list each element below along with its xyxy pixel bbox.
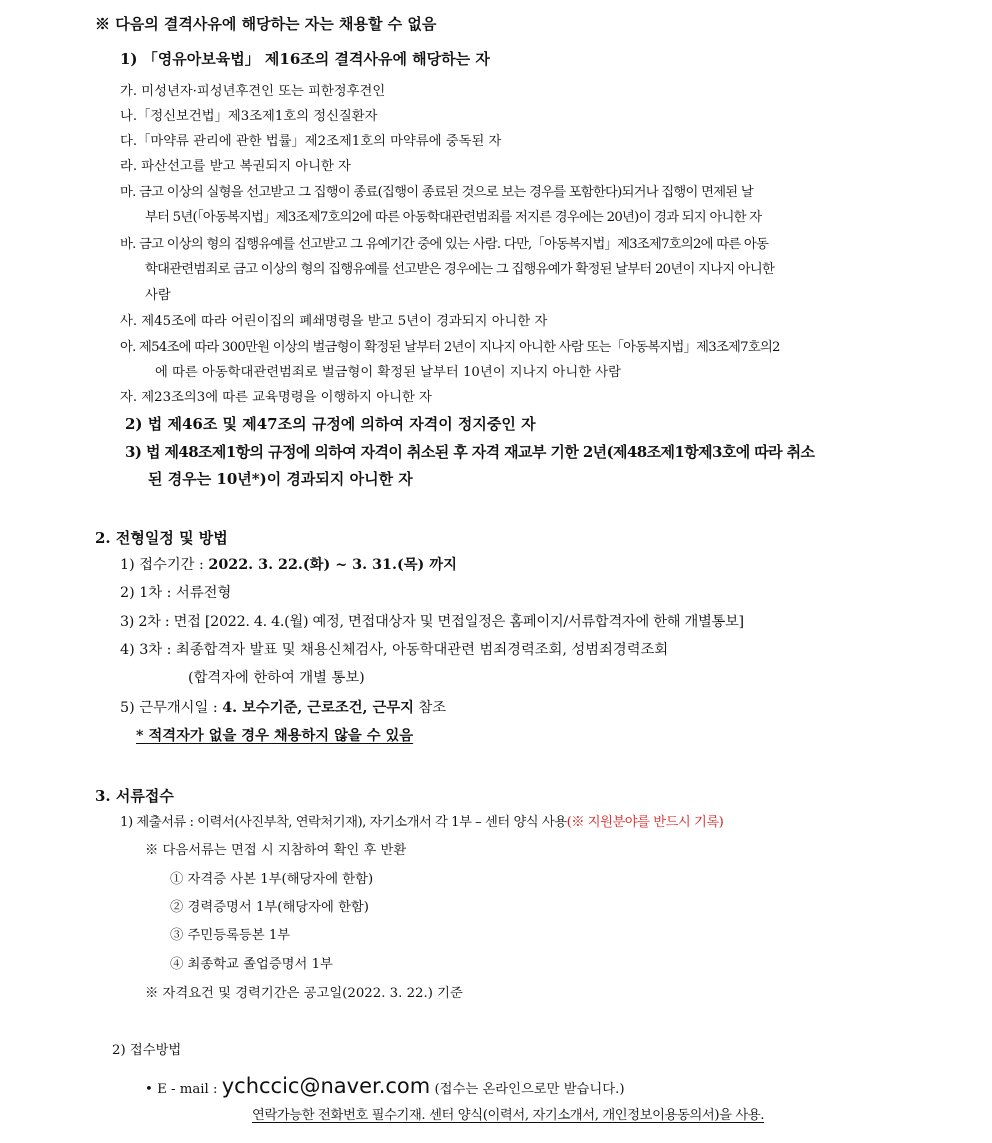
disqualification-3-cont: 된 경우는 10년*)이 경과되지 아니한 자 xyxy=(148,470,413,488)
section-2-title: 2. 전형일정 및 방법 xyxy=(95,529,228,547)
work-start xyxy=(120,700,446,718)
disqualification-2: 2) 법 제46조 및 제47조의 규정에 의하여 자격이 정지중인 자 xyxy=(125,415,536,433)
list-item: 다.「마약류 관리에 관한 법률」제2조제1호의 마약류에 중독된 자 xyxy=(120,134,502,149)
required-documents xyxy=(120,815,723,832)
return-note: ※ 다음서류는 면접 시 지참하여 확인 후 반환 xyxy=(145,843,407,858)
no-hire-note: * 적격자가 없을 경우 채용하지 않을 수 있음 xyxy=(136,728,414,744)
list-item: 가. 미성년자·피성년후견인 또는 피한정후견인 xyxy=(120,84,386,99)
eligibility-basis: ※ 자격요건 및 경력기간은 공고일(2022. 3. 22.) 기준 xyxy=(145,986,463,1001)
schedule-period-label: 1) 접수기간 : xyxy=(120,557,204,573)
disqualification-3: 3) 법 제48조제1항의 규정에 의하여 자격이 취소된 후 자격 재교부 기한 2년(제48조제1항제3호에 따라 취소 xyxy=(125,443,815,461)
section-3-title: 3. 서류접수 xyxy=(95,787,174,805)
list-item: 라. 파산선고를 받고 복권되지 아니한 자 xyxy=(120,159,351,174)
email-label: • E - mail : xyxy=(145,1082,218,1097)
required-documents-text: 1) 제출서류 : 이력서(사진부착, 연락처기재), 자기소개서 각 1부 – 센터 양식 사용 xyxy=(120,815,567,830)
list-item: 아. 제54조에 따라 300만원 이상의 벌금형이 확정된 날부터 2년이 지나지 아니한 사람 또는「아동복지법」제3조제7호의2 xyxy=(120,340,780,355)
list-item: 바. 금고 이상의 형의 집행유예를 선고받고 그 유예기간 중에 있는 사람. 다만,「아동복지법」제3조제7호의2에 따른 아동 xyxy=(120,237,769,252)
list-item-cont: 학대관련범죄로 금고 이상의 형의 집행유예를 선고받은 경우에는 그 집행유예가 확정된 날부터 20년이 지나지 아니한 xyxy=(145,262,775,277)
list-item: 자. 제23조의3에 따른 교육명령을 이행하지 아니한 자 xyxy=(120,390,432,405)
notice-heading: ※ 다음의 결격사유에 해당하는 자는 채용할 수 없음 xyxy=(95,15,437,33)
work-start-label: 5) 근무개시일 : xyxy=(120,700,218,716)
list-item-cont: 사람 xyxy=(145,288,171,303)
list-item: ② 경력증명서 1부(해당자에 한함) xyxy=(170,900,369,915)
email-address[interactable]: ychccic@naver.com xyxy=(221,1074,431,1098)
list-item: ④ 최종학교 졸업증명서 1부 xyxy=(170,957,333,972)
email-note: (접수는 온라인으로만 받습니다.) xyxy=(434,1082,625,1097)
list-item: 나.「정신보건법」제3조제1호의 정신질환자 xyxy=(120,109,378,124)
required-documents-warning: (※ 지원분야를 반드시 기록) xyxy=(566,815,724,830)
list-item-cont: 부터 5년(「아동복지법」제3조제7호의2에 따른 아동학대관련범죄를 저지른 경우에는 20년)이 경과 되지 아니한 자 xyxy=(145,210,762,225)
schedule-period-value: 2022. 3. 22.(화) ~ 3. 31.(목) 까지 xyxy=(208,557,457,573)
schedule-step-2: 3) 2차 : 면접 [2022. 4. 4.(월) 예정, 면접대상자 및 면접일정은 홈페이지/서류합격자에 한해 개별통보] xyxy=(120,614,744,630)
work-start-value: 4. 보수기준, 근로조건, 근무지 xyxy=(222,700,414,716)
list-item: ③ 주민등록등본 1부 xyxy=(170,928,291,943)
disqualification-1-title: 1) 「영유아보육법」 제16조의 결격사유에 해당하는 자 xyxy=(120,50,490,68)
email-row xyxy=(145,1073,625,1099)
list-item-cont: 에 따른 아동학대관련범죄로 벌금형이 확정된 날부터 10년이 지나지 아니한 사람 xyxy=(155,365,621,380)
list-item: 마. 금고 이상의 실형을 선고받고 그 집행이 종료(집행이 종료된 것으로 보는 경우를 포함한다)되거나 집행이 면제된 날 xyxy=(120,185,753,200)
application-method-title: 2) 접수방법 xyxy=(112,1043,182,1058)
list-item: ① 자격증 사본 1부(해당자에 한함) xyxy=(170,872,374,887)
list-item: 사. 제45조에 따라 어린이집의 폐쇄명령을 받고 5년이 경과되지 아니한 자 xyxy=(120,314,548,329)
schedule-step-3-note: (합격자에 한하여 개별 통보) xyxy=(188,670,365,686)
schedule-step-1: 2) 1차 : 서류전형 xyxy=(120,585,232,601)
footer-note: 연락가능한 전화번호 필수기재. 센터 양식(이력서, 자기소개서, 개인정보이용동의서)을 사용. xyxy=(252,1108,765,1123)
schedule-period xyxy=(120,557,457,575)
work-start-tail: 참조 xyxy=(418,700,447,716)
schedule-step-3: 4) 3차 : 최종합격자 발표 및 채용신체검사, 아동학대관련 범죄경력조회, 성범죄경력조회 xyxy=(120,642,669,658)
